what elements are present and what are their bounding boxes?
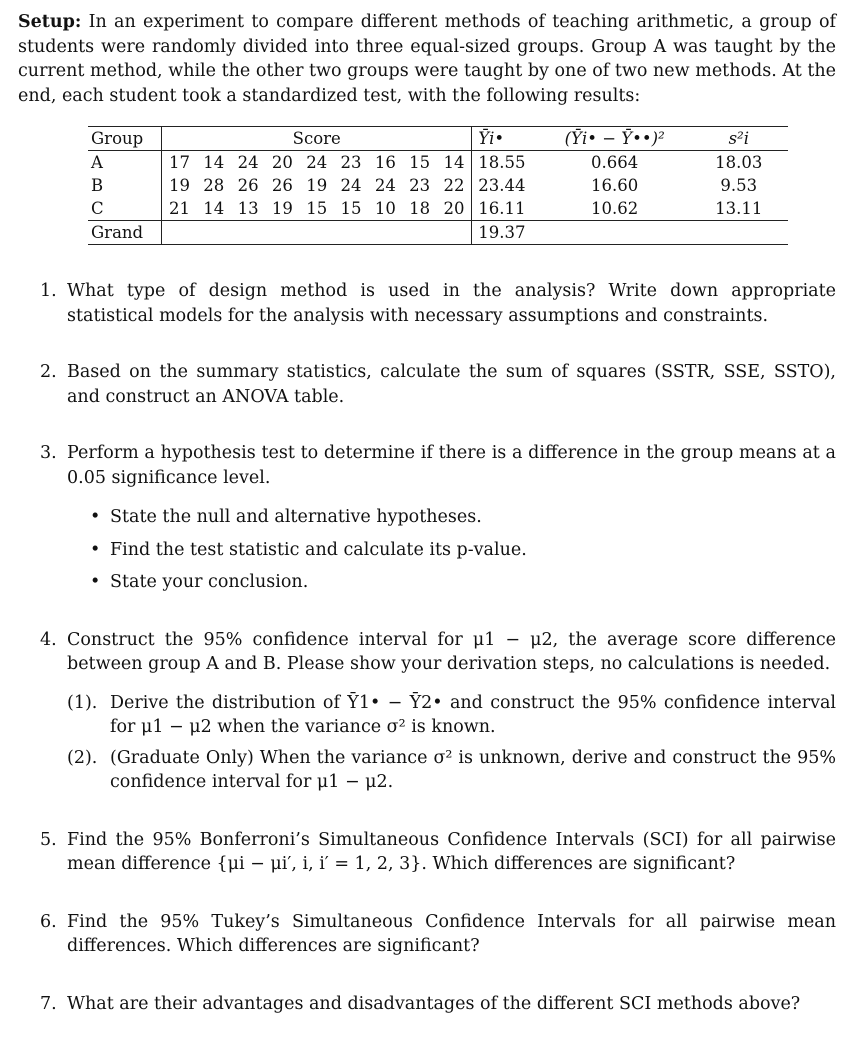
score-cell: 10 xyxy=(374,199,396,218)
variance-cell: 18.03 xyxy=(715,153,763,172)
score-cell: 13 xyxy=(237,199,259,218)
score-cell: 24 xyxy=(340,176,362,195)
squared-deviation-cell: 16.60 xyxy=(591,176,639,195)
grand-score-blank xyxy=(162,221,472,245)
score-cell: 26 xyxy=(237,176,259,195)
bullet-list xyxy=(67,505,836,595)
question-number: 7. xyxy=(40,993,57,1014)
score-cell: 19 xyxy=(168,176,190,195)
group-mean-cell: 18.55 xyxy=(472,151,540,175)
table-row xyxy=(88,151,788,175)
question-text: Construct the 95% confidence interval for μ1 − μ2, the average score difference between group A and B. Please show your derivation steps, no calculations is needed. xyxy=(67,629,836,674)
question-number: 5. xyxy=(40,829,57,850)
score-cell: 16 xyxy=(374,153,396,172)
question-number: 6. xyxy=(40,911,57,932)
question-text: Find the 95% Tukey’s Simultaneous Confidence Intervals for all pairwise mean differences. Which differences are significant? xyxy=(67,911,836,956)
bullet-item xyxy=(67,505,836,530)
question-text: What type of design method is used in the analysis? Write down appropriate statistical models for the analysis with necessary assumptions and constraints. xyxy=(67,281,836,326)
bullet-text: State the null and alternative hypotheses. xyxy=(110,507,482,527)
setup-text: In an experiment to compare different methods of teaching arithmetic, a group of students were randomly divided into three equal-sized groups. Group A was taught by the current method, while the other two groups were taught by one of two new methods. At the end, each student took a standardized test, with the following results: xyxy=(18,12,836,106)
squared-deviation-cell: 0.664 xyxy=(591,153,639,172)
question-3 xyxy=(18,441,836,595)
score-cell: 24 xyxy=(374,176,396,195)
question-number: 1. xyxy=(40,281,57,301)
header-group: Group xyxy=(88,127,162,151)
setup-label: Setup: xyxy=(18,12,82,32)
question-number: 2. xyxy=(40,362,57,382)
subquestion-text: (Graduate Only) When the variance σ² is unknown, derive and construct the 95% confidence interval for μ1 − μ2. xyxy=(110,747,836,792)
score-cell: 21 xyxy=(168,199,190,218)
score-cell: 20 xyxy=(271,153,293,172)
squared-deviation-cell: 10.62 xyxy=(591,199,639,218)
question-1 xyxy=(18,279,836,328)
subquestion-number: (1). xyxy=(67,692,98,713)
score-cell: 19 xyxy=(271,199,293,218)
score-cell: 14 xyxy=(203,199,225,218)
exam-page xyxy=(18,10,836,1016)
score-cell: 15 xyxy=(409,153,431,172)
grand-row xyxy=(88,221,788,245)
group-label: B xyxy=(88,174,162,197)
question-list xyxy=(18,279,836,1016)
grand-label: Grand xyxy=(88,221,162,245)
bullet-dot-icon: • xyxy=(90,507,101,527)
score-cell: 23 xyxy=(409,176,431,195)
score-cell: 28 xyxy=(203,176,225,195)
score-cell: 24 xyxy=(237,153,259,172)
grand-dev-blank xyxy=(540,221,690,245)
score-cell: 20 xyxy=(443,199,465,218)
variance-cell: 9.53 xyxy=(720,176,758,195)
subquestion-list xyxy=(67,691,836,795)
bullet-item xyxy=(67,538,836,563)
setup-paragraph xyxy=(18,10,836,108)
header-score: Score xyxy=(292,129,341,148)
header-variance: s²i xyxy=(728,129,749,148)
question-text: Perform a hypothesis test to determine if there is a difference in the group means at a 0.05 significance level. xyxy=(67,443,836,488)
score-cell: 14 xyxy=(443,153,465,172)
subquestion-number: (2). xyxy=(67,747,98,768)
score-cell: 15 xyxy=(340,199,362,218)
question-number: 3. xyxy=(40,443,57,463)
bullet-text: State your conclusion. xyxy=(110,572,309,592)
question-4 xyxy=(18,628,836,795)
score-cell: 17 xyxy=(168,153,190,172)
group-mean-cell: 16.11 xyxy=(472,197,540,221)
score-cell: 18 xyxy=(409,199,431,218)
score-cell: 14 xyxy=(203,153,225,172)
table-row xyxy=(88,197,788,221)
score-cell: 24 xyxy=(306,153,328,172)
results-table xyxy=(88,126,788,245)
subquestion-text: Derive the distribution of Ȳ1• − Ȳ2• and construct the 95% confidence interval for μ1 − μ2 when the variance σ² is known. xyxy=(110,692,836,737)
table-header-row xyxy=(88,127,788,151)
results-table-wrapper xyxy=(88,126,788,245)
score-cell: 22 xyxy=(443,176,465,195)
table-row xyxy=(88,174,788,197)
question-text: Find the 95% Bonferroni’s Simultaneous Confidence Intervals (SCI) for all pairwise mean difference {μi − μi′, i, i′ = 1, 2, 3}. Which differences are significant? xyxy=(67,829,836,874)
grand-var-blank xyxy=(690,221,788,245)
header-squared-deviation: (Ȳi• − Ȳ••)² xyxy=(564,129,665,148)
question-text: What are their advantages and disadvantages of the different SCI methods above? xyxy=(67,993,801,1014)
bullet-item xyxy=(67,570,836,595)
group-label: A xyxy=(88,151,162,175)
group-label: C xyxy=(88,197,162,221)
question-text: Based on the summary statistics, calculate the sum of squares (SSTR, SSE, SSTO), and construct an ANOVA table. xyxy=(67,362,836,407)
subquestion-item xyxy=(67,691,836,740)
question-7 xyxy=(18,992,836,1017)
score-cell: 26 xyxy=(271,176,293,195)
bullet-dot-icon: • xyxy=(90,539,101,560)
bullet-dot-icon: • xyxy=(90,572,101,592)
question-5 xyxy=(18,828,836,877)
subquestion-item xyxy=(67,746,836,795)
variance-cell: 13.11 xyxy=(715,199,763,218)
question-6 xyxy=(18,910,836,959)
score-cell: 15 xyxy=(306,199,328,218)
header-group-mean: Ȳi• xyxy=(472,127,540,151)
group-mean-cell: 23.44 xyxy=(472,174,540,197)
score-cell: 23 xyxy=(340,153,362,172)
score-cell: 19 xyxy=(306,176,328,195)
bullet-text: Find the test statistic and calculate its p-value. xyxy=(110,539,527,560)
question-number: 4. xyxy=(40,629,57,650)
grand-mean-cell: 19.37 xyxy=(472,221,540,245)
question-2 xyxy=(18,360,836,409)
